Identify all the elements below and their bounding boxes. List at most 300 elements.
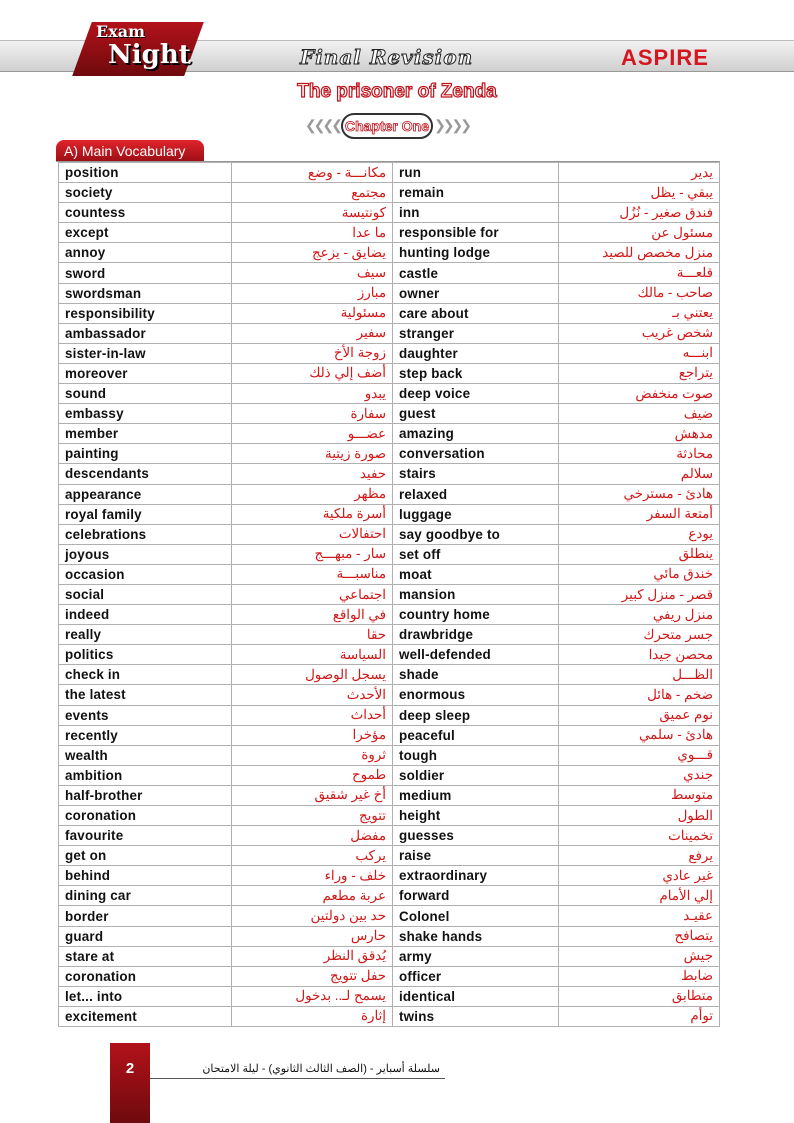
table-row xyxy=(59,785,720,805)
english-word: sister-in-law xyxy=(59,343,232,363)
english-word: stairs xyxy=(393,464,559,484)
arabic-meaning xyxy=(559,363,720,383)
english-word: say goodbye to xyxy=(393,524,559,544)
arabic-meaning-text: مسئولية xyxy=(340,305,386,321)
english-word: step back xyxy=(393,363,559,383)
arabic-meaning-text: مبارز xyxy=(357,285,386,301)
page-number: 2 xyxy=(125,1060,135,1077)
arabic-meaning xyxy=(559,163,720,183)
table-row xyxy=(59,625,720,645)
arabic-meaning xyxy=(559,705,720,725)
english-word: army xyxy=(393,946,559,966)
arabic-meaning-text: يعتني بـ xyxy=(672,305,713,321)
series-footer: سلسلة أسباير - (الصف الثالث الثانوي) - ليلة الامتحان xyxy=(202,1063,440,1075)
arabic-meaning-text: احتفالات xyxy=(338,526,386,542)
arabic-meaning-text: يدير xyxy=(691,164,713,180)
table-row xyxy=(59,464,720,484)
table-row xyxy=(59,866,720,886)
english-word: care about xyxy=(393,303,559,323)
arabic-meaning xyxy=(232,303,393,323)
arabic-meaning xyxy=(559,826,720,846)
arabic-meaning xyxy=(559,886,720,906)
arabic-meaning-text: مكانـــة - وضع xyxy=(307,164,386,180)
arabic-meaning xyxy=(559,343,720,363)
english-word: twins xyxy=(393,1006,559,1026)
arabic-meaning-text: يبقي - يظل xyxy=(650,184,713,200)
english-word: deep voice xyxy=(393,384,559,404)
arabic-meaning xyxy=(559,263,720,283)
english-word: social xyxy=(59,584,232,604)
arabic-meaning-text: قصر - منزل كبير xyxy=(621,586,713,602)
arabic-meaning-text: سيف xyxy=(356,265,386,281)
english-word: shake hands xyxy=(393,926,559,946)
arabic-meaning-text: حارس xyxy=(350,928,386,944)
english-word: set off xyxy=(393,544,559,564)
arabic-meaning xyxy=(232,826,393,846)
english-word: moreover xyxy=(59,363,232,383)
english-word: Colonel xyxy=(393,906,559,926)
table-row xyxy=(59,303,720,323)
arabic-meaning-text: يتصافح xyxy=(674,928,713,944)
table-row xyxy=(59,1006,720,1026)
arabic-meaning-text: حفل تتويج xyxy=(330,968,386,984)
arabic-meaning xyxy=(232,424,393,444)
arabic-meaning-text: يتراجع xyxy=(678,365,713,381)
arabic-meaning xyxy=(232,404,393,424)
english-word: medium xyxy=(393,785,559,805)
english-word: shade xyxy=(393,665,559,685)
english-word: deep sleep xyxy=(393,705,559,725)
arabic-meaning-text: يودع xyxy=(688,526,713,542)
arabic-meaning-text: أضف إلي ذلك xyxy=(309,365,386,381)
english-word: officer xyxy=(393,966,559,986)
arabic-meaning xyxy=(232,564,393,584)
exam-label: Exam xyxy=(96,22,146,41)
arabic-meaning xyxy=(559,625,720,645)
vocabulary-table xyxy=(58,162,720,1027)
arabic-meaning xyxy=(232,926,393,946)
english-word: annoy xyxy=(59,243,232,263)
page-title: The prisoner of Zenda xyxy=(297,81,497,102)
arabic-meaning-text: تتويج xyxy=(358,807,386,823)
arabic-meaning xyxy=(232,544,393,564)
arabic-meaning-text: خندق مائي xyxy=(653,566,713,582)
arabic-meaning xyxy=(232,886,393,906)
arabic-meaning xyxy=(232,444,393,464)
english-word: countess xyxy=(59,203,232,223)
english-word: border xyxy=(59,906,232,926)
arabic-meaning-text: إثارة xyxy=(360,1008,386,1024)
arabic-meaning xyxy=(232,484,393,504)
arabic-meaning-text: منزل مخصص للصيد xyxy=(602,244,713,260)
arabic-meaning xyxy=(232,223,393,243)
english-word: moat xyxy=(393,564,559,584)
arabic-meaning-text: يُدقق النظر xyxy=(323,948,386,964)
arabic-meaning xyxy=(559,846,720,866)
arabic-meaning-text: حقا xyxy=(366,626,386,642)
arabic-meaning xyxy=(559,785,720,805)
arabic-meaning-text: سفير xyxy=(356,325,386,341)
arabic-meaning-text: إلي الأمام xyxy=(659,887,713,903)
english-word: daughter xyxy=(393,343,559,363)
arabic-meaning xyxy=(232,343,393,363)
english-word: country home xyxy=(393,605,559,625)
table-row xyxy=(59,946,720,966)
english-word: amazing xyxy=(393,424,559,444)
english-word: sound xyxy=(59,384,232,404)
arabic-meaning xyxy=(232,806,393,826)
english-word: joyous xyxy=(59,544,232,564)
arabic-meaning xyxy=(559,866,720,886)
english-word: guest xyxy=(393,404,559,424)
arabic-meaning-text: منزل ريفي xyxy=(652,606,713,622)
arabic-meaning xyxy=(232,785,393,805)
english-word: member xyxy=(59,424,232,444)
english-word: appearance xyxy=(59,484,232,504)
table-row xyxy=(59,504,720,524)
arabic-meaning xyxy=(232,363,393,383)
english-word: stranger xyxy=(393,323,559,343)
arabic-meaning xyxy=(232,524,393,544)
english-word: the latest xyxy=(59,685,232,705)
arabic-meaning-text: حفيد xyxy=(359,465,386,481)
final-revision-label: Final Revision xyxy=(300,45,474,69)
table-row xyxy=(59,263,720,283)
english-word: ambition xyxy=(59,765,232,785)
arabic-meaning-text: جسر متحرك xyxy=(643,626,713,642)
table-row xyxy=(59,343,720,363)
english-word: swordsman xyxy=(59,283,232,303)
arabic-meaning xyxy=(559,384,720,404)
arabic-meaning-text: شخص غريب xyxy=(641,325,713,341)
arabic-meaning-text: جندي xyxy=(683,767,713,783)
arabic-meaning-text: ينطلق xyxy=(678,546,713,562)
arabic-meaning-text: صورة زيتية xyxy=(325,445,386,461)
english-word: well-defended xyxy=(393,645,559,665)
english-word: hunting lodge xyxy=(393,243,559,263)
aspire-logo: ASPIRE xyxy=(621,45,709,70)
english-word: get on xyxy=(59,846,232,866)
arabic-meaning xyxy=(232,625,393,645)
english-word: royal family xyxy=(59,504,232,524)
arabic-meaning-text: أمتعة السفر xyxy=(646,506,713,522)
table-row xyxy=(59,544,720,564)
arabic-meaning xyxy=(559,1006,720,1026)
arabic-meaning xyxy=(559,424,720,444)
arabic-meaning-text: اجتماعي xyxy=(338,586,386,602)
english-word: descendants xyxy=(59,464,232,484)
arabic-meaning-text: جيش xyxy=(683,948,713,964)
arabic-meaning-text: قلعـــة xyxy=(676,265,713,281)
night-label: Night xyxy=(108,40,191,70)
arabic-meaning xyxy=(559,223,720,243)
arabic-meaning xyxy=(559,544,720,564)
arabic-meaning xyxy=(232,243,393,263)
arabic-meaning xyxy=(559,564,720,584)
arabic-meaning-text: يسمح لـ.. بدخول xyxy=(295,988,386,1004)
table-row xyxy=(59,745,720,765)
english-word: ambassador xyxy=(59,323,232,343)
arabic-meaning xyxy=(559,243,720,263)
arabic-meaning-text: أحداث xyxy=(350,707,386,723)
arabic-meaning xyxy=(232,384,393,404)
english-word: embassy xyxy=(59,404,232,424)
english-word: stare at xyxy=(59,946,232,966)
english-word: indeed xyxy=(59,605,232,625)
arabic-meaning xyxy=(232,504,393,524)
english-word: favourite xyxy=(59,826,232,846)
english-word: behind xyxy=(59,866,232,886)
english-word: recently xyxy=(59,725,232,745)
english-word: guesses xyxy=(393,826,559,846)
arabic-meaning xyxy=(559,645,720,665)
arabic-meaning xyxy=(559,745,720,765)
arabic-meaning xyxy=(232,1006,393,1026)
table-row xyxy=(59,986,720,1006)
table-row xyxy=(59,886,720,906)
english-word: check in xyxy=(59,665,232,685)
arabic-meaning-text: عضـــو xyxy=(347,425,386,441)
table-row xyxy=(59,424,720,444)
arabic-meaning xyxy=(232,163,393,183)
arabic-meaning xyxy=(559,725,720,745)
english-word: luggage xyxy=(393,504,559,524)
english-word: celebrations xyxy=(59,524,232,544)
english-word: castle xyxy=(393,263,559,283)
english-word: occasion xyxy=(59,564,232,584)
chapter-label: Chapter One xyxy=(341,113,433,139)
arabic-meaning-text: يضايق - يزعج xyxy=(312,244,386,260)
arabic-meaning xyxy=(559,906,720,926)
arabic-meaning xyxy=(559,323,720,343)
footer-divider xyxy=(150,1078,445,1079)
chevron-left-icon: ❮❮❮❮ xyxy=(305,117,340,133)
english-word: relaxed xyxy=(393,484,559,504)
arabic-meaning-text: خلف - وراء xyxy=(324,867,386,883)
english-word: run xyxy=(393,163,559,183)
arabic-meaning-text: يبدو xyxy=(364,385,386,401)
table-row xyxy=(59,323,720,343)
arabic-meaning xyxy=(559,806,720,826)
arabic-meaning xyxy=(559,283,720,303)
english-word: sword xyxy=(59,263,232,283)
english-word: enormous xyxy=(393,685,559,705)
arabic-meaning-text: متطابق xyxy=(671,988,713,1004)
arabic-meaning xyxy=(232,745,393,765)
english-word: remain xyxy=(393,183,559,203)
arabic-meaning-text: مناسبـــة xyxy=(336,566,386,582)
arabic-meaning xyxy=(232,645,393,665)
arabic-meaning-text: محصن جيدا xyxy=(648,646,713,662)
arabic-meaning xyxy=(559,966,720,986)
arabic-meaning-text: في الواقع xyxy=(332,606,386,622)
arabic-meaning-text: ما عدا xyxy=(352,224,386,240)
arabic-meaning-text: صوت منخفض xyxy=(635,385,713,401)
table-row xyxy=(59,163,720,183)
table-row xyxy=(59,484,720,504)
arabic-meaning-text: كونتيسة xyxy=(341,204,386,220)
english-word: half-brother xyxy=(59,785,232,805)
english-word: coronation xyxy=(59,806,232,826)
english-word: owner xyxy=(393,283,559,303)
arabic-meaning xyxy=(232,584,393,604)
arabic-meaning-text: ضخم - هائل xyxy=(647,686,713,702)
arabic-meaning-text: مسئول عن xyxy=(651,224,713,240)
english-word: tough xyxy=(393,745,559,765)
arabic-meaning xyxy=(232,846,393,866)
arabic-meaning-text: توأم xyxy=(690,1008,713,1024)
arabic-meaning xyxy=(559,584,720,604)
arabic-meaning xyxy=(559,303,720,323)
english-word: responsible for xyxy=(393,223,559,243)
table-row xyxy=(59,725,720,745)
arabic-meaning-text: زوجة الأخ xyxy=(333,345,386,361)
english-word: soldier xyxy=(393,765,559,785)
arabic-meaning-text: متوسط xyxy=(670,787,713,803)
arabic-meaning-text: عقيـد xyxy=(683,908,713,924)
arabic-meaning xyxy=(559,926,720,946)
arabic-meaning xyxy=(232,986,393,1006)
english-word: identical xyxy=(393,986,559,1006)
arabic-meaning-text: غير عادي xyxy=(662,867,713,883)
arabic-meaning xyxy=(232,685,393,705)
arabic-meaning xyxy=(232,725,393,745)
page-number-tab xyxy=(110,1043,150,1123)
english-word: except xyxy=(59,223,232,243)
arabic-meaning xyxy=(559,404,720,424)
table-row xyxy=(59,223,720,243)
arabic-meaning xyxy=(559,986,720,1006)
arabic-meaning xyxy=(232,283,393,303)
arabic-meaning xyxy=(232,765,393,785)
table-row xyxy=(59,645,720,665)
arabic-meaning-text: هادئ - مسترخي xyxy=(623,486,713,502)
arabic-meaning xyxy=(232,323,393,343)
arabic-meaning xyxy=(232,866,393,886)
arabic-meaning-text: حد بين دولتين xyxy=(310,908,386,924)
english-word: mansion xyxy=(393,584,559,604)
arabic-meaning xyxy=(232,464,393,484)
arabic-meaning-text: الأحدث xyxy=(346,686,386,702)
table-row xyxy=(59,906,720,926)
arabic-meaning-text: عربة مطعم xyxy=(322,887,386,903)
table-row xyxy=(59,826,720,846)
arabic-meaning-text: محادثة xyxy=(676,445,713,461)
english-word: drawbridge xyxy=(393,625,559,645)
english-word: painting xyxy=(59,444,232,464)
arabic-meaning-text: قـــوي xyxy=(677,747,713,763)
arabic-meaning xyxy=(232,946,393,966)
arabic-meaning-text: ضابط xyxy=(681,968,713,984)
table-row xyxy=(59,524,720,544)
table-row xyxy=(59,444,720,464)
table-row xyxy=(59,605,720,625)
arabic-meaning-text: مفضل xyxy=(350,827,386,843)
arabic-meaning-text: سلالم xyxy=(680,465,713,481)
english-word: events xyxy=(59,705,232,725)
table-row xyxy=(59,363,720,383)
arabic-meaning-text: مؤخرا xyxy=(352,727,386,743)
arabic-meaning-text: تخمينات xyxy=(668,827,713,843)
table-row xyxy=(59,584,720,604)
english-word: guard xyxy=(59,926,232,946)
section-title: A) Main Vocabulary xyxy=(56,140,204,162)
english-word: raise xyxy=(393,846,559,866)
arabic-meaning-text: يرفع xyxy=(688,847,713,863)
english-word: let... into xyxy=(59,986,232,1006)
english-word: really xyxy=(59,625,232,645)
english-word: wealth xyxy=(59,745,232,765)
arabic-meaning-text: أسرة ملكية xyxy=(322,506,386,522)
english-word: height xyxy=(393,806,559,826)
table-row xyxy=(59,203,720,223)
english-word: inn xyxy=(393,203,559,223)
table-row xyxy=(59,404,720,424)
arabic-meaning-text: الطول xyxy=(677,807,713,823)
arabic-meaning xyxy=(232,203,393,223)
arabic-meaning-text: فندق صغير - نُزُل xyxy=(619,204,713,220)
table-row xyxy=(59,966,720,986)
arabic-meaning-text: هادئ - سلمي xyxy=(638,727,713,743)
arabic-meaning-text: مدهش xyxy=(674,425,713,441)
table-row xyxy=(59,846,720,866)
arabic-meaning-text: السياسة xyxy=(339,646,386,662)
chapter-badge xyxy=(305,113,469,141)
arabic-meaning xyxy=(232,906,393,926)
english-word: dining car xyxy=(59,886,232,906)
arabic-meaning xyxy=(232,263,393,283)
arabic-meaning-text: الظـــل xyxy=(672,666,713,682)
english-word: coronation xyxy=(59,966,232,986)
arabic-meaning xyxy=(232,665,393,685)
table-row xyxy=(59,685,720,705)
english-word: forward xyxy=(393,886,559,906)
table-row xyxy=(59,765,720,785)
arabic-meaning xyxy=(232,966,393,986)
arabic-meaning-text: يركب xyxy=(355,847,386,863)
english-word: conversation xyxy=(393,444,559,464)
table-row xyxy=(59,183,720,203)
arabic-meaning-text: ثروة xyxy=(361,747,386,763)
arabic-meaning xyxy=(559,665,720,685)
arabic-meaning xyxy=(559,504,720,524)
arabic-meaning xyxy=(559,946,720,966)
arabic-meaning-text: مظهر xyxy=(354,486,386,502)
arabic-meaning xyxy=(559,464,720,484)
arabic-meaning xyxy=(559,183,720,203)
arabic-meaning-text: يسجل الوصول xyxy=(305,666,386,682)
arabic-meaning-text: سفارة xyxy=(350,405,386,421)
arabic-meaning xyxy=(559,605,720,625)
arabic-meaning-text: نوم عميق xyxy=(659,707,713,723)
arabic-meaning-text: ضيف xyxy=(683,405,713,421)
arabic-meaning xyxy=(232,183,393,203)
arabic-meaning-text: أخ غير شقيق xyxy=(314,787,386,803)
table-row xyxy=(59,564,720,584)
table-row xyxy=(59,243,720,263)
english-word: politics xyxy=(59,645,232,665)
arabic-meaning xyxy=(232,705,393,725)
english-word: responsibility xyxy=(59,303,232,323)
english-word: society xyxy=(59,183,232,203)
english-word: extraordinary xyxy=(393,866,559,886)
arabic-meaning-text: طموح xyxy=(352,767,386,783)
arabic-meaning-text: صاحب - مالك xyxy=(637,285,713,301)
arabic-meaning xyxy=(559,444,720,464)
arabic-meaning-text: ابنـــه xyxy=(682,345,713,361)
table-row xyxy=(59,705,720,725)
chevron-right-icon: ❯❯❯❯ xyxy=(434,117,469,133)
